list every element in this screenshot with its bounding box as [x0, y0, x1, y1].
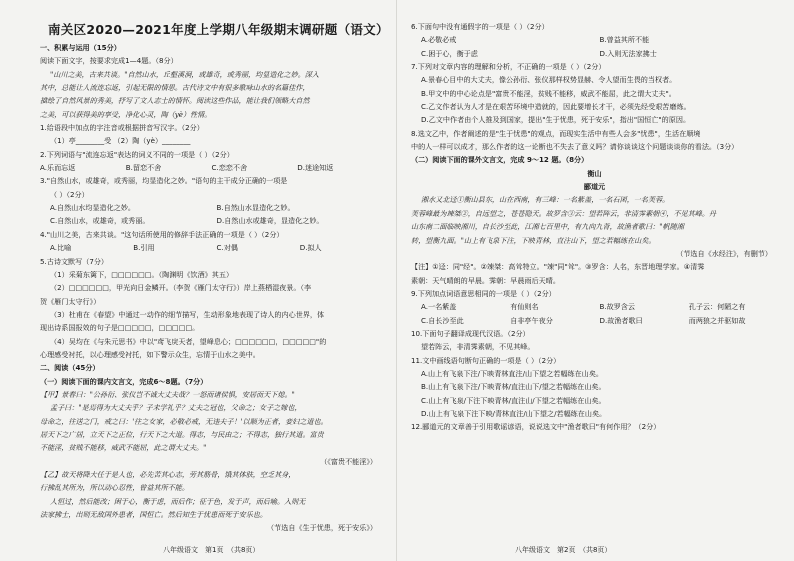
text-line: 法家拂士，出则无敌国外患者，国恒亡。然后知生于忧患而死于安乐也。 [40, 510, 267, 520]
text-line: 描绘了自然风景的秀美，抒写了文人志士的情怀。阅读这些作品，能让我们领略大自然 [40, 96, 310, 106]
text-line: 衡山 [587, 168, 602, 178]
option-item: 自非亭午夜分 [510, 315, 553, 325]
text-line: 其中，总能让人流连忘返，引起无限的情思。古代诗文中有很多歌咏山水的名篇佳作， [40, 83, 310, 93]
text-line: 阅读下面文字，按要求完成1—4题。（8分） [40, 56, 178, 66]
text-line: 现出诗系国报效的句子是□□□□□，□□□□□。 [40, 323, 200, 333]
footer-left: 八年级语文 第1页 （共8页） [163, 546, 260, 554]
text-line: 【注】①迳：同"经"。②竦桀：高耸特立。"竦"同"耸"。③罗含：人名，东晋地理学家。④清霁 [411, 262, 705, 272]
text-line: 10.下面句子翻译成现代汉语。（2分） [411, 328, 530, 338]
text-line: D.山上有飞泉下注下映/青林直注/山下望之/若幅练在山矣。 [421, 408, 607, 418]
text-line: 行拂乱其所为，所以动心忍性，曾益其所不能。 [40, 483, 189, 493]
text-line: C.乙文作者认为人才是在艰苦环境中造就的，因此要增长才干，必须先经受艰苦磨炼。 [421, 102, 691, 112]
text-line: （节选自《生于忧患，死于安乐》） [267, 523, 377, 533]
text-line: 居天下之广居，立天下之正位，行天下之大道。得志，与民由之；不得志，独行其道。富贵 [40, 429, 324, 439]
option-item: B.故罗含云 [599, 302, 635, 312]
text-line [411, 300, 778, 313]
text-line: （3）杜甫在《春望》中通过一动作的细节描写，生动形象地表现了诗人的内心世界，体 [50, 309, 325, 319]
text-line: 2.下列词语与"流连忘返"表达的词义不同的一项是（ ）（2分） [40, 149, 234, 159]
option-item: A.自然山水均显造化之妙。 [50, 203, 136, 213]
option-item: 有仙则名 [510, 302, 539, 312]
option-item: D.入则无法家拂士 [599, 48, 657, 58]
text-line: （2）□□□□□□，甲光向日金鳞开。（李贺《雁门太守行》）岸上燕栖湿夜景。（李 [50, 283, 312, 293]
option-item: D.故渔者歌曰 [599, 315, 643, 325]
text-line: 素朝：天气晴朗的早晨。霁朝：早晨雨后天晴。 [411, 275, 560, 285]
option-item: B.留恋不舍 [125, 163, 162, 173]
option-item: 孔子云：何陋之有 [688, 302, 746, 312]
text-line: （《富贵不能淫》） [320, 456, 377, 466]
text-line [411, 33, 778, 46]
text-line [40, 161, 383, 174]
text-line: 二、阅读（45分） [40, 363, 100, 373]
option-item: C.恋恋不舍 [211, 163, 248, 173]
option-item: A.一名紫盖 [421, 302, 457, 312]
right-column-body [411, 20, 778, 434]
option-item: A.比喻 [50, 243, 72, 253]
option-item: B.曾益其所不能 [599, 35, 650, 45]
text-line: 湘水又北迳①衡山县东，山在西南，有三峰：一名紫盖，一名石囷，一名芙蓉。 [421, 195, 670, 205]
text-line: （节选自《水经注》，有删节） [676, 248, 772, 258]
option-item: B.自然山水显造化之妙。 [216, 203, 295, 213]
option-item: B.引用 [133, 243, 155, 253]
text-line: （二）阅读下面的课外文言文，完成 9～12 题。（8分） [411, 155, 589, 165]
text-line: 望若阵云，非清霁素朝，不见其峰。 [421, 342, 535, 352]
option-item: A.乐而忘返 [40, 163, 76, 173]
text-line: A.山上有飞泉下注/下映青林直注/山下望之若幅练在山矣。 [421, 368, 604, 378]
exam-title: 南关区2020—2021年度上学期八年级期末调研题（语文） [48, 22, 389, 37]
option-item: D.拟人 [299, 243, 322, 253]
option-item: 而两狼之并驱如故 [688, 315, 746, 325]
option-item: C.对偶 [216, 243, 238, 253]
text-line: 6.下面句中没有通假字的一项是（ ）（2分） [411, 22, 549, 31]
text-line: （一）阅读下面的课内文言文，完成6～8题。（7分） [40, 376, 208, 386]
option-item: C.自然山水，或雄奇，或秀丽。 [50, 216, 150, 226]
text-line [411, 47, 778, 60]
text-line: 转，望衡九面。"山上有飞泉下注，下映青林，直注山下，望之若幅练在山矣。 [411, 235, 656, 245]
text-line: 3."自然山水，或雄奇，或秀丽，均显造化之妙。"语句的主干成分正确的一项是 [40, 176, 288, 186]
text-line [40, 201, 383, 214]
text-line: D.乙文中作者由个人推及到国家，提出"生于忧患，死于安乐"，指出"国恒亡"的原因。 [421, 115, 691, 125]
text-line: （4）吴均在《与朱元思书》中以"鸢飞戾天者，望峰息心；□□□□□□，□□□□□"的 [50, 336, 327, 346]
left-column-body [40, 41, 383, 535]
text-line: B.甲文中的中心论点是"富贵不能淫，贫贱不能移，威武不能屈，此之谓大丈夫"。 [421, 88, 676, 98]
text-line [40, 241, 383, 254]
footer-right: 八年级语文 第2页 （共8页） [515, 546, 612, 554]
text-line: 9.下列加点词语意思相同的一项是（ ）（2分） [411, 288, 556, 298]
text-line: 山东南二面临映湘川，自长沙至此，江湘七百里中，有九向九背，故渔者歌曰："帆随湘 [411, 222, 684, 232]
text-line: 贺《雁门太守行》） [40, 296, 101, 306]
option-item: D.迷途知返 [297, 163, 334, 173]
text-line: （1）亭________受 （2）陶（yè）________ [50, 136, 191, 146]
text-line: 郦道元 [583, 182, 606, 192]
text-line: 芙蓉峰最为竦桀②，自远望之，苍苍隐天。故罗含③云：望若阵云，非清霁素朝④，不见其峰。丹 [411, 208, 717, 218]
option-item: C.困于心，衡于虑 [421, 48, 478, 58]
text-line: A.景春心目中的大丈夫，像公孙衍、张仪那样权势显赫、令人望而生畏的当权者。 [421, 75, 677, 85]
text-line: 12.郦道元的文章善于引用歌谣谚语，说说选文中"渔者歌曰"有何作用？（2分） [411, 422, 661, 432]
option-item: D.自然山水或雄奇，显造化之妙。 [216, 216, 324, 226]
text-line [411, 314, 778, 327]
text-line [40, 214, 383, 227]
text-line: 7.下列对文章内容的理解和分析，不正确的一项是（ ）（2分） [411, 62, 606, 72]
text-line: 8.选文乙中，作者阐述的是"生于忧患"的观点，而现实生活中有些人会多"忧患"，生活在顺境 [411, 128, 701, 138]
text-line: 不能淫，贫贱不能移，威武不能屈，此之谓大丈夫。" [40, 443, 207, 453]
text-line: 人恒过，然后能改；困于心，衡于虑，而后作；征于色，发于声，而后喻。入则无 [50, 496, 306, 506]
option-item: C.自长沙至此 [421, 315, 464, 325]
text-line: （1）采菊东篱下，□□□□□□。（陶渊明《饮酒》其五） [50, 269, 234, 279]
text-line: 母命之，往送之门，戒之曰：'往之女家，必敬必戒，无违夫子！'以顺为正者，妾妇之道也。 [40, 416, 328, 426]
text-line: 中的人一样可以成才，那么作者的这一论断也不失去了意义吗？请你谈谈这个问题谈谈你的看法。（3分） [411, 142, 739, 152]
text-line: 【甲】景春曰："公孙衍、张仪岂不诚大丈夫哉？一怒而诸侯惧，安居而天下熄。" [40, 389, 295, 399]
text-line: 孟子曰："是焉得为大丈夫乎？子未学礼乎？丈夫之冠也，父命之；女子之嫁也， [50, 403, 302, 413]
text-line: B.山上有飞泉下注/下映青林/直注山下/望之若幅练在山矣。 [421, 382, 606, 392]
text-line: "山川之美，古来共谈。"自然山水，丘壑溪涧，或雄奇，或秀丽，均显造化之妙。深入 [50, 69, 319, 79]
text-line: 【乙】故天将降大任于是人也，必先苦其心志，劳其筋骨，饿其体肤，空乏其身， [40, 470, 296, 479]
page-right [397, 0, 794, 561]
text-line: 11.文中画线语句断句正确的一项是（ ）（2分） [411, 355, 561, 365]
text-line: （ ）（2分） [50, 189, 89, 199]
text-line: 4."山川之美，古来共谈。"这句话所使用的修辞手法正确的一项是（ ）（2分） [40, 229, 284, 239]
text-line: 之美，可以获得美的享受，净化心灵，陶（yè）性情。 [40, 109, 212, 119]
option-item: A.必敬必戒 [421, 35, 457, 45]
text-line: 5.古诗文默写（7分） [40, 256, 109, 266]
text-line: C.山上有飞泉/下注下映青林/直注山/下望之若幅练在山矣。 [421, 395, 606, 405]
text-line: 一、积累与运用（15分） [40, 43, 121, 52]
text-line: 心理感受衬托，以心理感受衬托，如下警示众生，忘情于山水之美中。 [40, 349, 260, 359]
text-line: 1.给语段中加点的字注音或根据拼音写汉字。（2分） [40, 123, 204, 133]
